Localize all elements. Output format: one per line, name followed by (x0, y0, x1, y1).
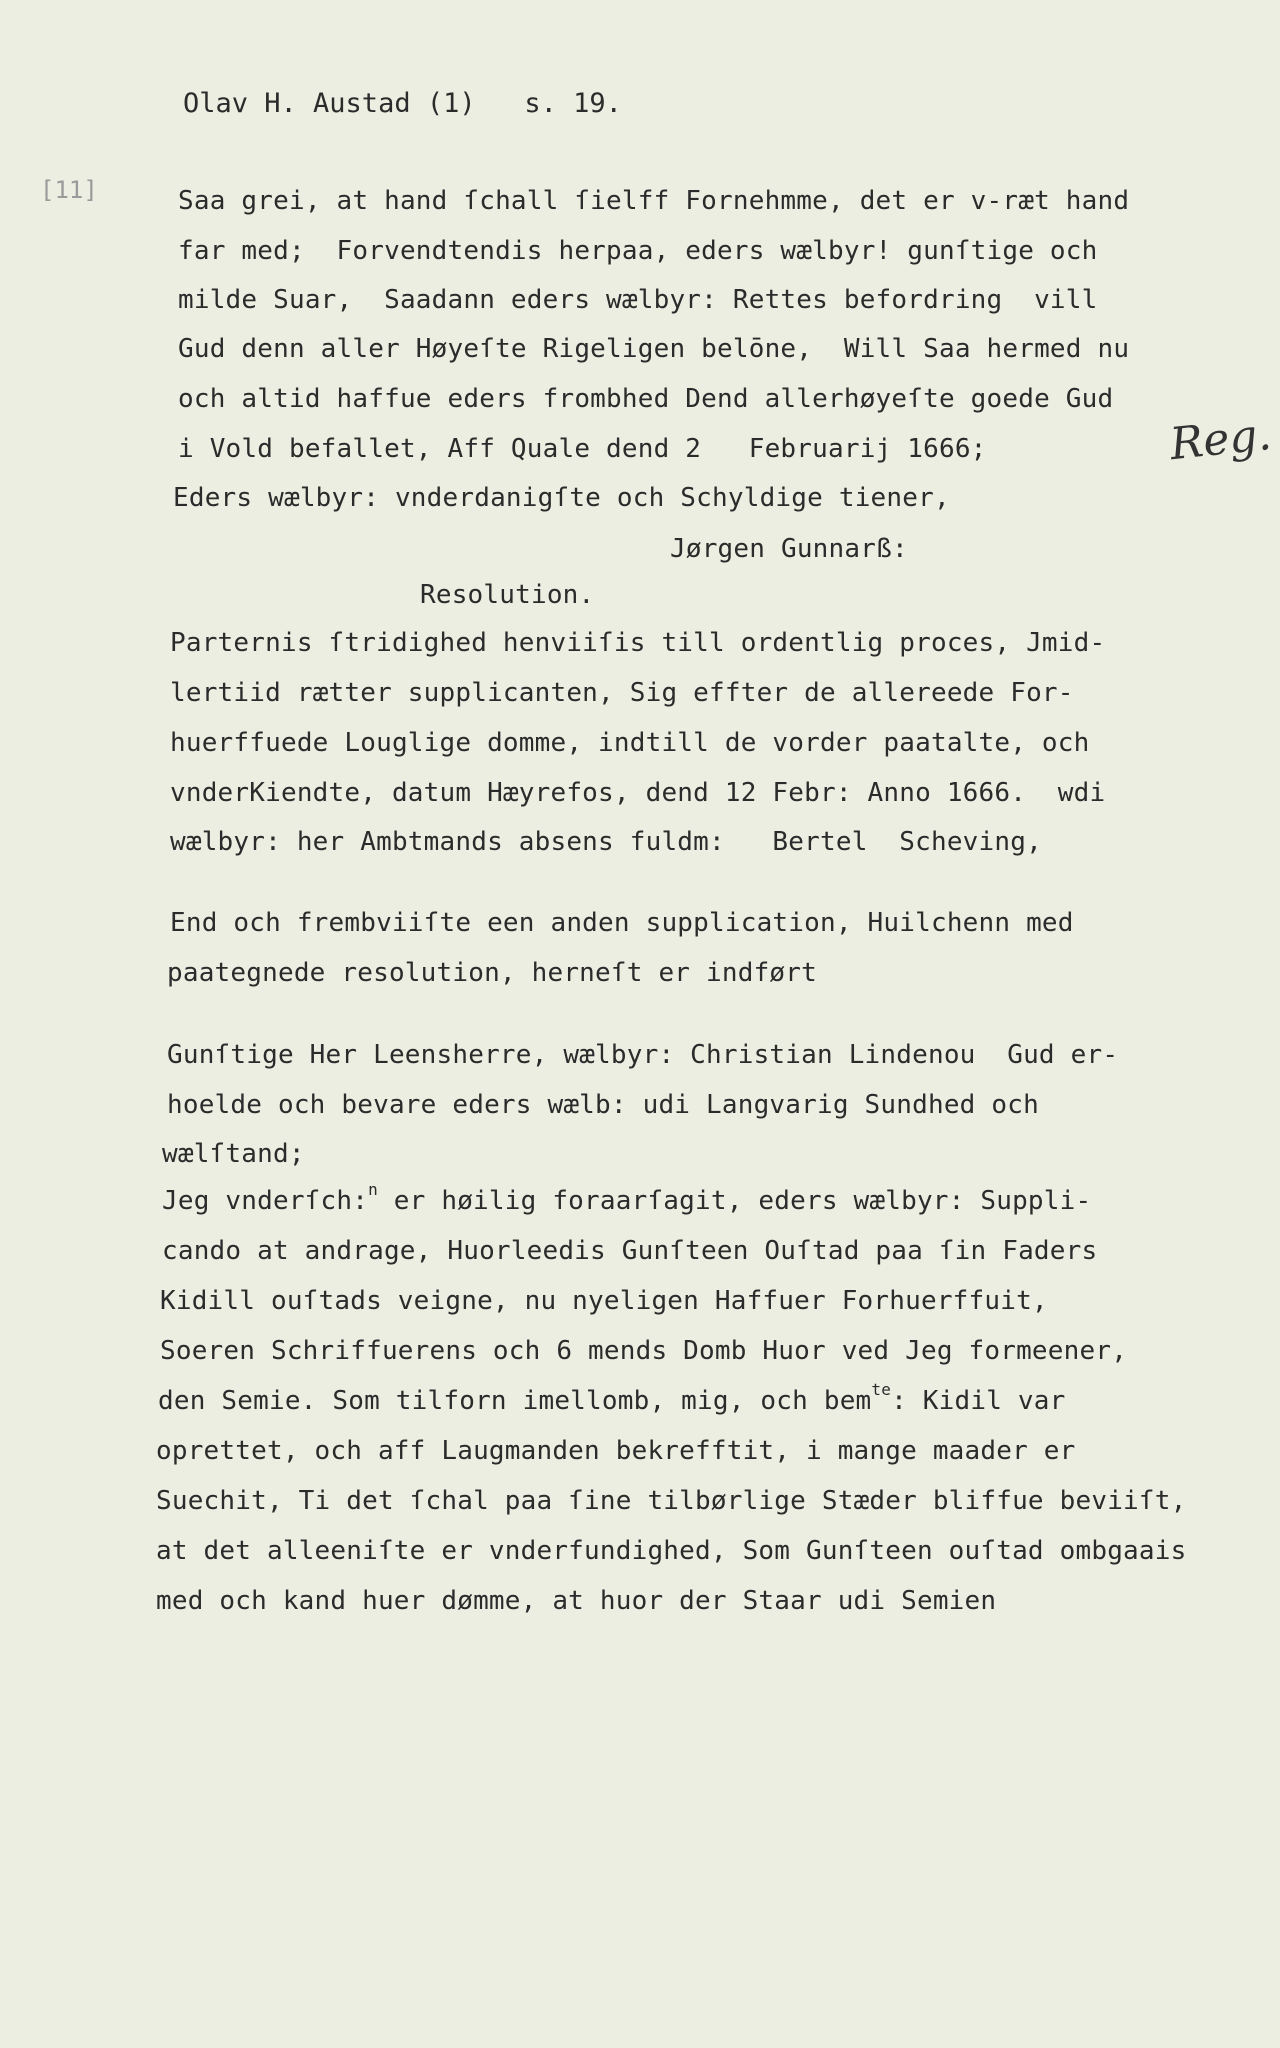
text-segment: den Semie. Som tilforn imellomb, mig, och bem (158, 1386, 872, 1416)
text-line: Gud denn aller Høyeſte Rigeligen belōne, Will Saa hermed nu (178, 334, 1130, 364)
text-line (158, 1380, 1066, 1416)
text-line: vnderKiendte, datum Hæyrefos, dend 12 Febr: Anno 1666. wdi (170, 778, 1106, 808)
text-line: paategnede resolution, herneſt er indført (167, 958, 817, 988)
text-line: at det alleeniſte er vnderfundighed, Som Gunſteen ouſtad ombgaais (156, 1536, 1187, 1566)
text-line: wælbyr: her Ambtmands absens fuldm: Bertel Scheving, (170, 827, 1042, 857)
superscript: n (368, 1180, 378, 1199)
text-line: Gunſtige Her Leensherre, wælbyr: Christian Lindenou Gud er- (167, 1040, 1119, 1070)
superscript: te (871, 1380, 892, 1399)
text-line: med och kand huer dømme, at huor der Staar udi Semien (156, 1586, 997, 1616)
text-line: hoelde och bevare eders wælb: udi Langvarig Sundhed och (167, 1090, 1039, 1120)
text-line: End och frembviiſte een anden supplication, Huilchenn med (170, 908, 1074, 938)
text-line: och altid haffue eders frombhed Dend allerhøyeſte goede Gud (178, 384, 1114, 414)
text-segment: : Kidil var (891, 1386, 1066, 1416)
text-line: oprettet, och aff Laugmanden bekrefftit, i mange maader er (156, 1436, 1076, 1466)
signature-line: Jørgen Gunnarß: (670, 534, 908, 564)
text-line: Saa grei, at hand ſchall ſielff Fornehmme, det er v-ræt hand (178, 186, 1130, 216)
text-line: Eders wælbyr: vnderdanigſte och Schyldige tiener, (173, 483, 950, 513)
text-line: milde Suar, Saadann eders wælbyr: Rettes befordring vill (178, 285, 1098, 315)
text-line: lertiid rætter supplicanten, Sig effter de allereede For- (170, 678, 1074, 708)
text-line (162, 1180, 1092, 1216)
text-segment: er høilig foraarſagit, eders wælbyr: Suppli- (377, 1186, 1092, 1216)
reference-marker: [11] (40, 176, 98, 204)
page-header: Olav H. Austad (1) s. 19. (183, 88, 622, 119)
text-line: cando at andrage, Huorleedis Gunſteen Ouſtad paa ſin Faders (162, 1236, 1098, 1266)
text-line: Parternis ſtridighed henviiſis till ordentlig proces, Jmid- (170, 628, 1106, 658)
text-line: far med; Forvendtendis herpaa, eders wælbyr! gunſtige och (178, 236, 1098, 266)
section-heading: Resolution. (420, 580, 595, 610)
text-segment: Jeg vnderſch: (162, 1186, 369, 1216)
text-line: Kidill ouſtads veigne, nu nyeligen Haffuer Forhuerffuit, (160, 1286, 1048, 1316)
text-line: i Vold befallet, Aff Quale dend 2 Februarij 1666; (178, 434, 987, 464)
text-line: Soeren Schriffuerens och 6 mends Domb Huor ved Jeg formeener, (160, 1336, 1128, 1366)
text-line: Suechit, Ti det ſchal paa ſine tilbørlige Stæder bliffue beviiſt, (156, 1486, 1187, 1516)
text-line: wælſtand; (162, 1139, 305, 1169)
text-line: huerffuede Louglige domme, indtill de vorder paatalte, och (170, 728, 1090, 758)
margin-note: Reg. (1167, 408, 1274, 471)
